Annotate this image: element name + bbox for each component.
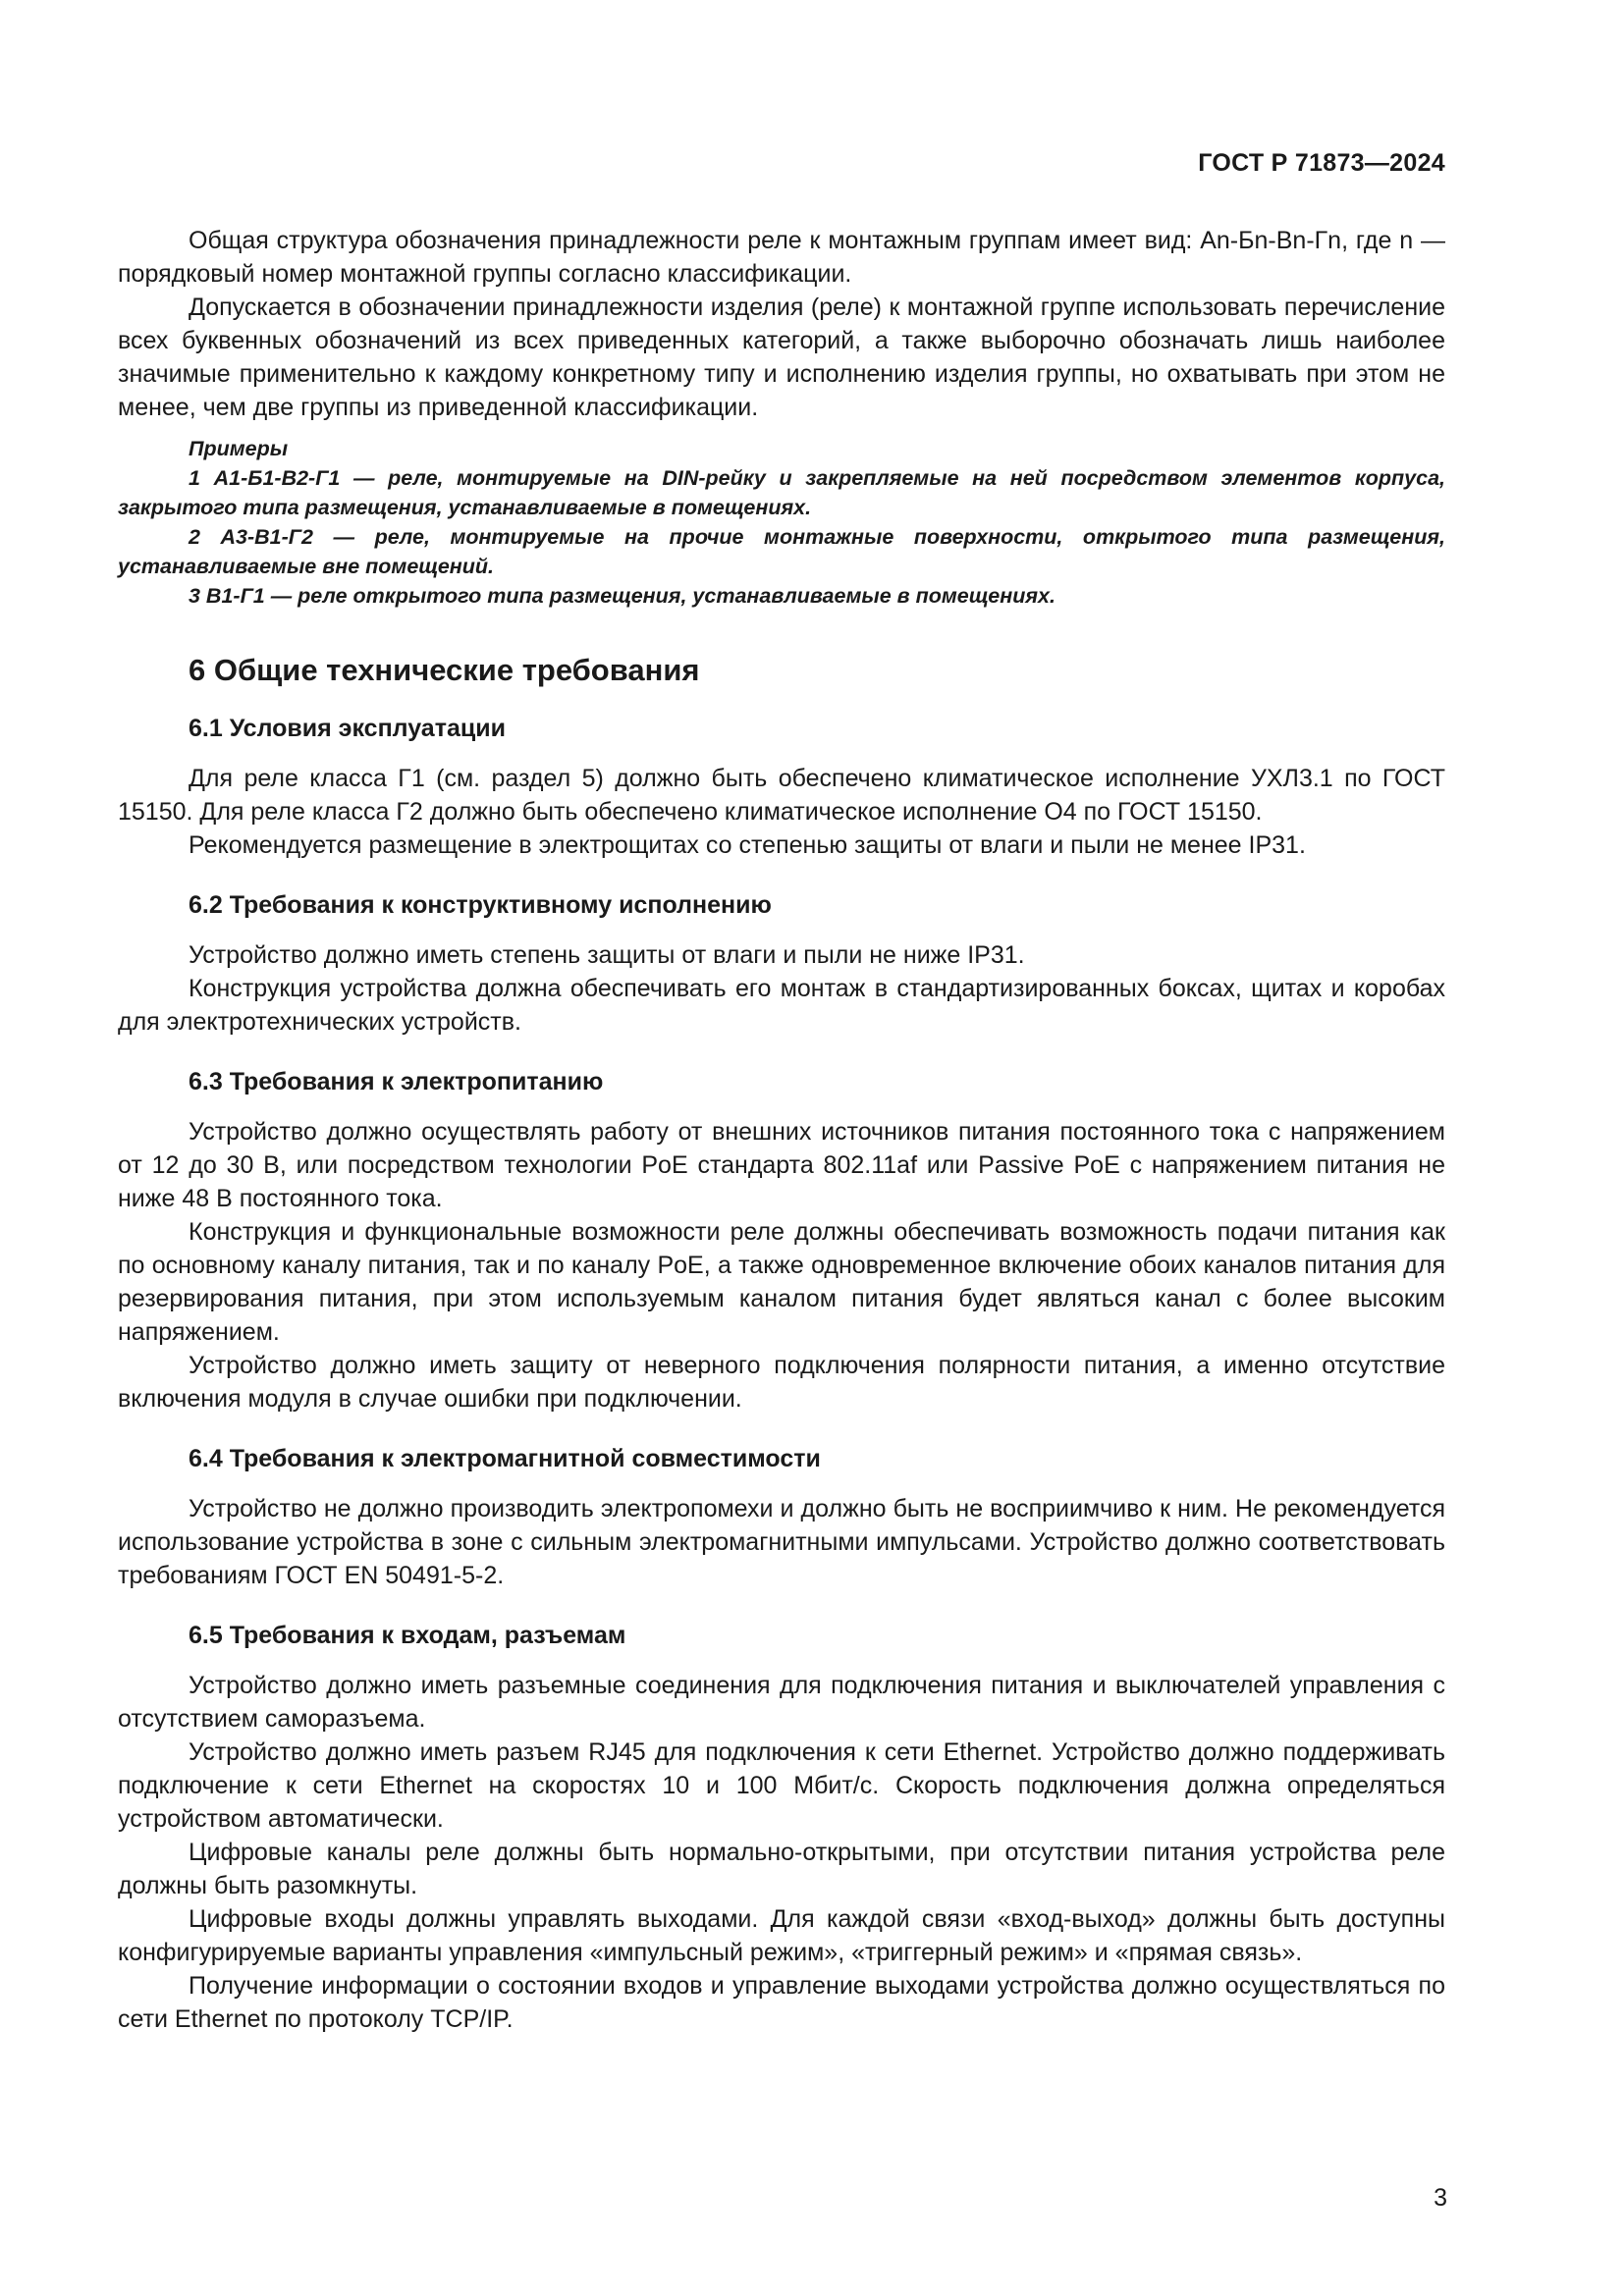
- paragraph: Рекомендуется размещение в электрощитах со степенью защиты от влаги и пыли не менее IP31.: [189, 831, 1306, 859]
- paragraph: Конструкция и функциональные возможности реле должны обеспечивать возможность подачи питания как по основному каналу питания, так и по каналу PoE, а также одновременное включение обоих каналов питания для резервирования питания, при этом используемым каналом питания будет являться канал с более высоким напряжением.: [118, 1218, 1445, 1346]
- page-content: [118, 224, 1445, 2036]
- paragraph: Устройство должно иметь разъем RJ45 для подключения к сети Ethernet. Устройство должно поддерживать подключение к сети Ethernet на скоростях 10 и 100 Мбит/с. Скорость подключения должна определяться устройством автоматически.: [118, 1738, 1445, 1833]
- paragraph: Цифровые входы должны управлять выходами. Для каждой связи «вход-выход» должны быть доступны конфигурируемые варианты управления «импульсный режим», «триггерный режим» и «прямая связь».: [118, 1905, 1445, 1966]
- paragraph: Допускается в обозначении принадлежности изделия (реле) к монтажной группе использовать перечисление всех буквенных обозначений из всех приведенных категорий, а также выборочно обозначать лишь наиболее значимые применительно к каждому конкретному типу и исполнению изделия группы, но охватывать при этом не менее, чем две группы из приведенной классификации.: [118, 294, 1445, 421]
- paragraph: Конструкция устройства должна обеспечивать его монтаж в стандартизированных боксах, щитах и коробах для электротехнических устройств.: [118, 975, 1445, 1036]
- subsection-6-5-heading: 6.5 Требования к входам, разъемам: [189, 1622, 626, 1649]
- paragraph: Устройство должно иметь разъемные соединения для подключения питания и выключателей управления с отсутствием саморазъема.: [118, 1672, 1445, 1733]
- subsection-6-3-heading: 6.3 Требования к электропитанию: [189, 1068, 604, 1095]
- examples-title: Примеры: [189, 437, 289, 460]
- subsection-6-4-heading: 6.4 Требования к электромагнитной совместимости: [189, 1445, 821, 1472]
- paragraph: Общая структура обозначения принадлежности реле к монтажным группам имеет вид: Аn-Бn-Вn-Гn, где n — порядковый номер монтажной группы согласно классификации.: [118, 227, 1445, 288]
- example-item: 1 А1-Б1-В2-Г1 — реле, монтируемые на DIN-рейку и закрепляемые на ней посредством элементов корпуса, закрытого типа размещения, устанавливаемые в помещениях.: [118, 466, 1445, 519]
- example-item: 3 В1-Г1 — реле открытого типа размещения, устанавливаемые в помещениях.: [189, 584, 1056, 608]
- section-6-heading: 6 Общие технические требования: [189, 653, 700, 687]
- subsection-6-1-heading: 6.1 Условия эксплуатации: [189, 715, 506, 742]
- paragraph: Получение информации о состоянии входов и управление выходами устройства должно осуществляться по сети Ethernet по протоколу TCP/IP.: [118, 1972, 1445, 2033]
- paragraph: Устройство должно осуществлять работу от внешних источников питания постоянного тока с напряжением от 12 до 30 В, или посредством технологии PoE стандарта 802.11af или Passive PoE с напряжением питания не ниже 48 В постоянного тока.: [118, 1118, 1445, 1212]
- example-item: 2 А3-В1-Г2 — реле, монтируемые на прочие монтажные поверхности, открытого типа размещения, устанавливаемые вне помещений.: [118, 525, 1445, 578]
- subsection-6-2-heading: 6.2 Требования к конструктивному исполнению: [189, 891, 772, 919]
- paragraph: Устройство должно иметь степень защиты от влаги и пыли не ниже IP31.: [189, 941, 1025, 969]
- paragraph: Устройство не должно производить электропомехи и должно быть не восприимчиво к ним. Не рекомендуется использование устройства в зоне с сильным электромагнитными импульсами. Устройство должно соответствовать требованиям ГОСТ EN 50491-5-2.: [118, 1495, 1445, 1589]
- paragraph: Для реле класса Г1 (см. раздел 5) должно быть обеспечено климатическое исполнение УХЛ3.1 по ГОСТ 15150. Для реле класса Г2 должно быть обеспечено климатическое исполнение О4 по ГОСТ 15150.: [118, 765, 1445, 826]
- examples-block: [118, 434, 1445, 611]
- page-number: 3: [1434, 2184, 1447, 2212]
- standard-header: ГОСТ Р 71873—2024: [1198, 149, 1445, 177]
- paragraph: Устройство должно иметь защиту от неверного подключения полярности питания, а именно отсутствие включения модуля в случае ошибки при подключении.: [118, 1352, 1445, 1413]
- paragraph: Цифровые каналы реле должны быть нормально-открытыми, при отсутствии питания устройства реле должны быть разомкнуты.: [118, 1839, 1445, 1899]
